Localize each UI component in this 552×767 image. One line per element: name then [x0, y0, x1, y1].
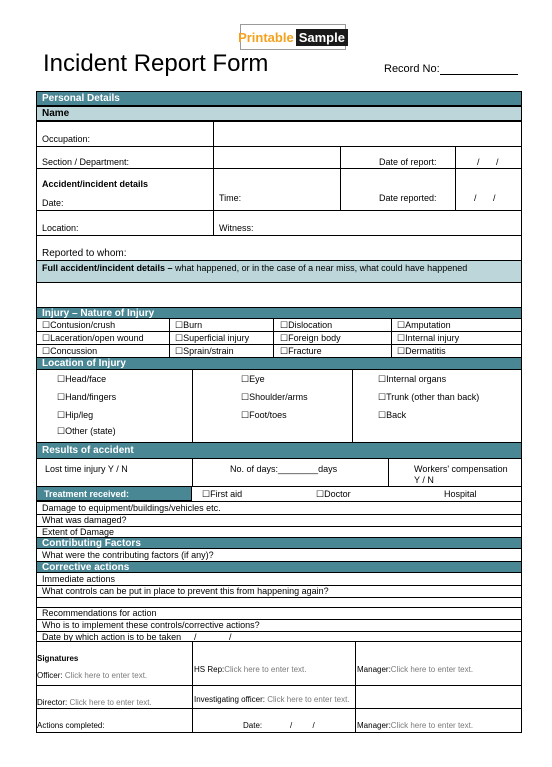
time-label: Time:	[219, 193, 242, 203]
record-no-label: Record No:	[384, 63, 440, 75]
date-by-which-field[interactable]: / /	[194, 632, 232, 642]
hs-rep-signature-field[interactable]: HS Rep:Click here to enter text.	[194, 665, 307, 674]
checkbox-amputation[interactable]: ☐ Amputation	[397, 320, 451, 331]
checkbox-doctor[interactable]: ☐ Doctor	[316, 489, 351, 500]
location-of-injury-header: Location of Injury	[36, 357, 522, 370]
checkbox-hand-fingers[interactable]: ☐ Hand/fingers	[57, 392, 116, 403]
actions-completed-date-label: Date:	[243, 721, 263, 730]
date-reported-label: Date reported:	[379, 193, 437, 203]
section-department-label: Section / Department:	[42, 157, 130, 167]
controls-question: What controls can be put in place to prevent this from happening again?	[42, 586, 329, 596]
accident-details-label: Accident/incident details	[42, 179, 149, 189]
checkbox-internal-injury[interactable]: ☐ Internal injury	[397, 333, 459, 344]
actions-manager-field[interactable]: Manager:Click here to enter text.	[357, 721, 474, 730]
extent-of-damage-label: Extent of Damage	[42, 527, 115, 537]
date-label: Date:	[42, 198, 64, 208]
results-of-accident-header: Results of accident	[36, 442, 522, 459]
manager-signature-field[interactable]: Manager:Click here to enter text.	[357, 665, 474, 674]
page-title: Incident Report Form	[43, 50, 269, 77]
damage-equipment-label: Damage to equipment/buildings/vehicles etc.	[42, 503, 221, 513]
what-damaged-label: What was damaged?	[42, 515, 127, 525]
checkbox-burn[interactable]: ☐ Burn	[175, 320, 202, 331]
workers-compensation-yn: Y / N	[414, 475, 434, 485]
actions-completed-label: Actions completed:	[37, 721, 105, 730]
checkbox-back[interactable]: ☐ Back	[378, 410, 406, 421]
full-details-header: Full accident/incident details – what happened, or in the case of a near miss, what could have happened	[36, 260, 522, 283]
checkbox-eye[interactable]: ☐ Eye	[241, 374, 265, 385]
name-field[interactable]: Name	[36, 106, 522, 121]
checkbox-laceration[interactable]: ☐ Laceration/open wound	[42, 333, 144, 344]
checkbox-trunk[interactable]: ☐ Trunk (other than back)	[378, 392, 479, 403]
printable-sample-logo: Printable Sample	[240, 24, 346, 50]
occupation-label: Occupation:	[42, 134, 91, 144]
date-of-report-label: Date of report:	[379, 157, 437, 167]
checkbox-concussion[interactable]: ☐ Concussion	[42, 346, 97, 357]
record-no-field[interactable]	[440, 74, 518, 75]
checkbox-contusion[interactable]: ☐ Contusion/crush	[42, 320, 115, 331]
checkbox-first-aid[interactable]: ☐ First aid	[202, 489, 242, 500]
treatment-received-label: Treatment received:	[44, 489, 130, 499]
checkbox-shoulder-arms[interactable]: ☐ Shoulder/arms	[241, 392, 308, 403]
director-signature-field[interactable]: Director: Click here to enter text.	[37, 698, 152, 707]
checkbox-sprain[interactable]: ☐ Sprain/strain	[175, 346, 234, 357]
checkbox-foreign-body[interactable]: ☐ Foreign body	[280, 333, 341, 344]
checkbox-hip-leg[interactable]: ☐ Hip/leg	[57, 410, 93, 421]
checkbox-superficial-injury[interactable]: ☐ Superficial injury	[175, 333, 249, 344]
checkbox-dislocation[interactable]: ☐ Dislocation	[280, 320, 332, 331]
investigating-officer-field[interactable]: Investigating officer: Click here to enter text.	[194, 695, 350, 704]
recommendations-label: Recommendations for action	[42, 608, 157, 618]
actions-completed-date-field[interactable]: / /	[290, 721, 315, 730]
number-of-days-label: No. of days:________days	[230, 464, 338, 474]
injury-nature-header: Injury – Nature of Injury	[36, 307, 522, 319]
checkbox-fracture[interactable]: ☐ Fracture	[280, 346, 322, 357]
reported-to-label: Reported to whom:	[42, 248, 127, 259]
checkbox-internal-organs[interactable]: ☐ Internal organs	[378, 374, 446, 385]
officer-signature-field[interactable]: Officer: Click here to enter text.	[37, 671, 148, 680]
date-reported-field[interactable]: / /	[474, 193, 496, 203]
checkbox-other-state[interactable]: ☐ Other (state)	[57, 426, 116, 437]
workers-compensation-label: Workers' compensation	[414, 464, 508, 474]
signatures-label: Signatures	[37, 654, 79, 663]
checkbox-dermatitis[interactable]: ☐ Dermatitis	[397, 346, 446, 357]
personal-details-header: Personal Details	[36, 91, 522, 106]
checkbox-head-face[interactable]: ☐ Head/face	[57, 374, 106, 385]
checkbox-foot-toes[interactable]: ☐ Foot/toes	[241, 410, 287, 421]
who-implements-label: Who is to implement these controls/corrective actions?	[42, 620, 260, 630]
witness-label: Witness:	[219, 223, 254, 233]
date-of-report-field[interactable]: / /	[477, 157, 499, 167]
date-by-which-label: Date by which action is to be taken	[42, 632, 182, 642]
location-label: Location:	[42, 223, 79, 233]
corrective-actions-header: Corrective actions	[36, 561, 522, 573]
immediate-actions-label: Immediate actions	[42, 574, 116, 584]
contributing-factors-header: Contributing Factors	[36, 537, 522, 549]
contributing-factors-question: What were the contributing factors (if any)?	[42, 550, 214, 560]
hospital-option[interactable]: Hospital	[444, 489, 477, 499]
lost-time-injury-label: Lost time injury Y / N	[45, 464, 128, 474]
